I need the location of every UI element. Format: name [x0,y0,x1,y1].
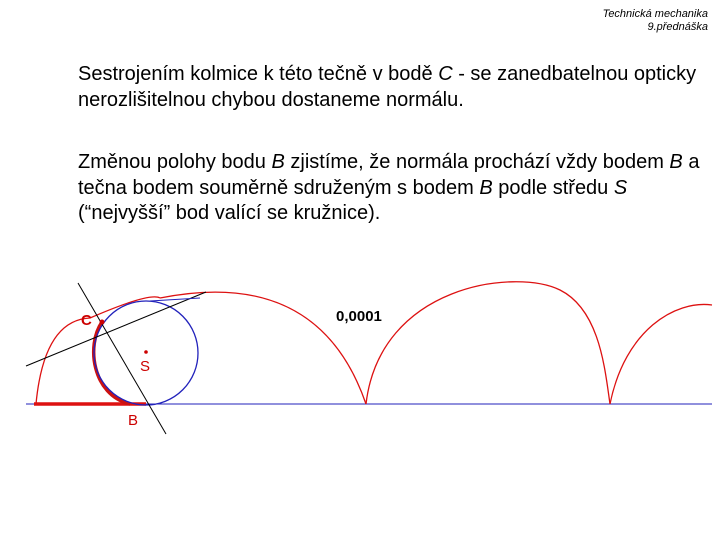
p2-t2: zjistíme, že normála prochází vždy bodem [284,151,670,173]
p2-b1: B [271,151,285,173]
lecture-number: 9.přednáška [647,21,708,33]
p2-t1: Změnou polohy bodu [78,151,272,173]
tangent-line [26,292,206,366]
paragraph-normal-construction [78,62,708,113]
cycloid-diagram [0,268,720,540]
p2-b2: B [669,151,683,173]
cycloid-arch-3 [610,304,712,404]
blue-arc-top [150,298,200,301]
value-label: 0,0001 [336,308,382,325]
label-b: B [128,412,139,429]
p2-s: S [613,176,628,199]
cycloid-arch-2 [366,282,610,404]
p2-t4: podle středu [492,176,614,199]
p1-text2: - se zanedbatelnou opticky nerozlišitelnou chybou dostaneme normálu. [78,63,697,111]
label-s: S [140,358,151,375]
p2-t5: (“nejvyšší” bod valící se kružnice). [78,202,381,224]
point-s-marker [144,350,148,354]
p1-point-c: C [438,63,453,85]
p2-t3: a tečna bodem souměrně sdruženým s bodem [78,151,700,199]
p2-b3: B [479,176,493,199]
course-title: Technická mechanika [602,8,708,20]
cycloid-arc-left [36,297,160,404]
slide-header [603,8,708,34]
paragraph-point-b [78,150,708,227]
label-c: C [81,312,92,329]
point-c-marker [100,320,105,325]
p1-text1: Sestrojením kolmice k této tečně v bodě [78,63,439,85]
